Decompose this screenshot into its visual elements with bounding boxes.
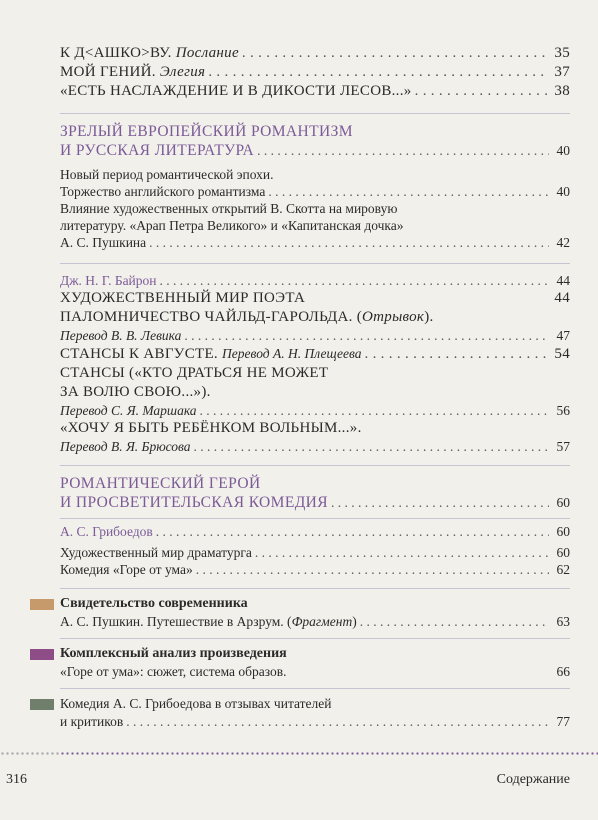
page-ref: 60 [556, 495, 570, 510]
leader-dots [415, 82, 549, 101]
leader-dots [242, 44, 549, 63]
entry-title: ПАЛОМНИЧЕСТВО ЧАЙЛЬД-ГАРОЛЬДА. ( [60, 309, 362, 325]
entry-title: МОЙ ГЕНИЙ. [60, 64, 160, 80]
entry-genre: Элегия [159, 64, 206, 80]
leader-dots [255, 544, 549, 561]
toc-entry-dashkovu[interactable] [60, 44, 570, 63]
toc-entry-dramatist-world[interactable] [60, 544, 570, 561]
leader-dots [331, 493, 549, 512]
toc-section-romanticism[interactable] [60, 141, 570, 160]
toc-entry-arzrum[interactable] [60, 613, 570, 630]
translator: Перевод В. В. Левика [60, 328, 182, 343]
page-ref: 40 [556, 143, 570, 158]
leader-dots [360, 613, 549, 630]
toc-entry-poet-world[interactable] [60, 289, 570, 308]
page-ref: 40 [556, 184, 570, 199]
toc-entry-analysis[interactable] [60, 663, 570, 680]
entry-title: СТАНСЫ К АВГУСТЕ. [60, 346, 223, 362]
page-number: 316 [6, 772, 27, 787]
page-ref: 66 [556, 664, 570, 679]
section-title-line2: И РУССКАЯ ЛИТЕРАТУРА [60, 142, 255, 159]
leader-dots [196, 561, 549, 578]
page-ref: 44 [556, 273, 570, 288]
purple-swatch-icon [30, 649, 54, 660]
leader-dots [208, 63, 549, 82]
toc-entry-child-free: «ХОЧУ Я БЫТЬ РЕБЁНКОМ ВОЛЬНЫМ...». [60, 420, 362, 436]
table-of-contents [60, 44, 570, 730]
leader-dots [126, 713, 549, 730]
leader-dots [160, 272, 549, 289]
page-ref: 42 [556, 235, 570, 250]
box-reviews-header [60, 695, 570, 713]
entry-genre: Послание [175, 45, 239, 61]
leader-dots [149, 234, 549, 251]
toc-entry-english-romanticism[interactable] [60, 183, 570, 200]
toc-entry-text: литературу. «Арап Петра Великого» и «Капитанская дочка» [60, 218, 404, 233]
entry-title: Комедия А. С. Грибоедова в отзывах читателей [60, 696, 332, 711]
page-ref: 35 [554, 45, 570, 61]
author-name: А. С. Грибоедов [60, 524, 153, 539]
translator: Перевод В. Я. Брюсова [60, 439, 191, 454]
page-ref: 47 [556, 328, 570, 343]
toc-entry-stanzas-title: ЗА ВОЛЮ СВОЮ...»). [60, 384, 211, 400]
page-ref: 54 [554, 346, 570, 362]
running-head: Содержание [496, 772, 570, 787]
box-title: Свидетельство современника [60, 596, 248, 611]
entry-title: «Горе от ума»: сюжет, система образов. [60, 664, 287, 679]
page-ref: 44 [554, 290, 570, 306]
page-ref: 57 [556, 439, 570, 454]
toc-entry-child-translation[interactable] [60, 438, 570, 455]
toc-entry-childe-translation[interactable] [60, 327, 570, 344]
section-title-line2: И ПРОСВЕТИТЕЛЬСКАЯ КОМЕДИЯ [60, 494, 329, 511]
page-ref: 63 [556, 614, 570, 629]
section-title-hero: РОМАНТИЧЕСКИЙ ГЕРОЙ [60, 475, 261, 492]
entry-punct: ). [424, 309, 434, 325]
toc-entry-text: Новый период романтической эпохи. [60, 167, 274, 182]
toc-entry-stanzas-translation[interactable] [60, 402, 570, 419]
leader-dots [200, 402, 549, 419]
page-ref: 37 [554, 64, 570, 80]
entry-title: Комедия «Горе от ума» [60, 562, 193, 577]
page-ref: 77 [556, 714, 570, 729]
toc-entry-childe-harold [60, 308, 570, 327]
footer-dotted-rule [0, 752, 598, 755]
page-ref: 60 [556, 524, 570, 539]
leader-dots [194, 438, 549, 455]
leader-dots [257, 141, 549, 160]
toc-entry-naslazhdenie[interactable] [60, 82, 570, 101]
leader-dots [364, 345, 549, 364]
page-ref: 60 [556, 545, 570, 560]
box-analysis-header [60, 645, 570, 663]
box-witness-header [60, 595, 570, 613]
toc-entry-reviews[interactable] [60, 713, 570, 730]
toc-section-hero[interactable] [60, 493, 570, 512]
green-swatch-icon [30, 699, 54, 710]
section-title-romanticism: ЗРЕЛЫЙ ЕВРОПЕЙСКИЙ РОМАНТИЗМ [60, 123, 353, 140]
page-ref: 62 [556, 562, 570, 577]
entry-fragment: Отрывок [362, 309, 425, 325]
toc-entry-stanzas-title: СТАНСЫ («КТО ДРАТЬСЯ НЕ МОЖЕТ [60, 365, 329, 381]
toc-entry-moi-genii[interactable] [60, 63, 570, 82]
leader-dots [184, 327, 549, 344]
toc-author-byron[interactable] [60, 272, 570, 289]
box-title: Комплексный анализ произведения [60, 646, 287, 661]
page-ref: 56 [556, 403, 570, 418]
entry-title: Художественный мир драматурга [60, 545, 252, 560]
orange-swatch-icon [30, 599, 54, 610]
footer-dotted-rule-gray [0, 752, 60, 755]
entry-punct: ) [352, 614, 357, 629]
leader-dots [156, 523, 549, 540]
toc-entry-stanzas-augusta[interactable] [60, 344, 570, 364]
entry-title: Торжество английского романтизма [60, 184, 266, 199]
entry-title: К Д<АШКО>ВУ. [60, 45, 176, 61]
toc-entry-scott-influence[interactable] [60, 234, 570, 251]
leader-dots [268, 183, 549, 200]
entry-fragment: Фрагмент [291, 614, 353, 629]
entry-title: и критиков [60, 714, 124, 729]
author-name: Дж. Н. Г. Байрон [60, 273, 157, 288]
translator: Перевод А. Н. Плещеева [222, 346, 362, 361]
entry-title: А. С. Пушкина [60, 235, 147, 250]
entry-title: А. С. Пушкин. Путешествие в Арзрум. ( [60, 614, 292, 629]
toc-author-griboedov[interactable] [60, 523, 570, 540]
page-ref: 38 [554, 83, 570, 99]
translator: Перевод С. Я. Маршака [60, 403, 197, 418]
entry-title: ХУДОЖЕСТВЕННЫЙ МИР ПОЭТА [60, 290, 306, 306]
toc-entry-woe-from-wit[interactable] [60, 561, 570, 578]
toc-entry-text: Влияние художественных открытий В. Скотта на мировую [60, 201, 398, 216]
entry-title: «ЕСТЬ НАСЛАЖДЕНИЕ И В ДИКОСТИ ЛЕСОВ...» [60, 83, 412, 99]
